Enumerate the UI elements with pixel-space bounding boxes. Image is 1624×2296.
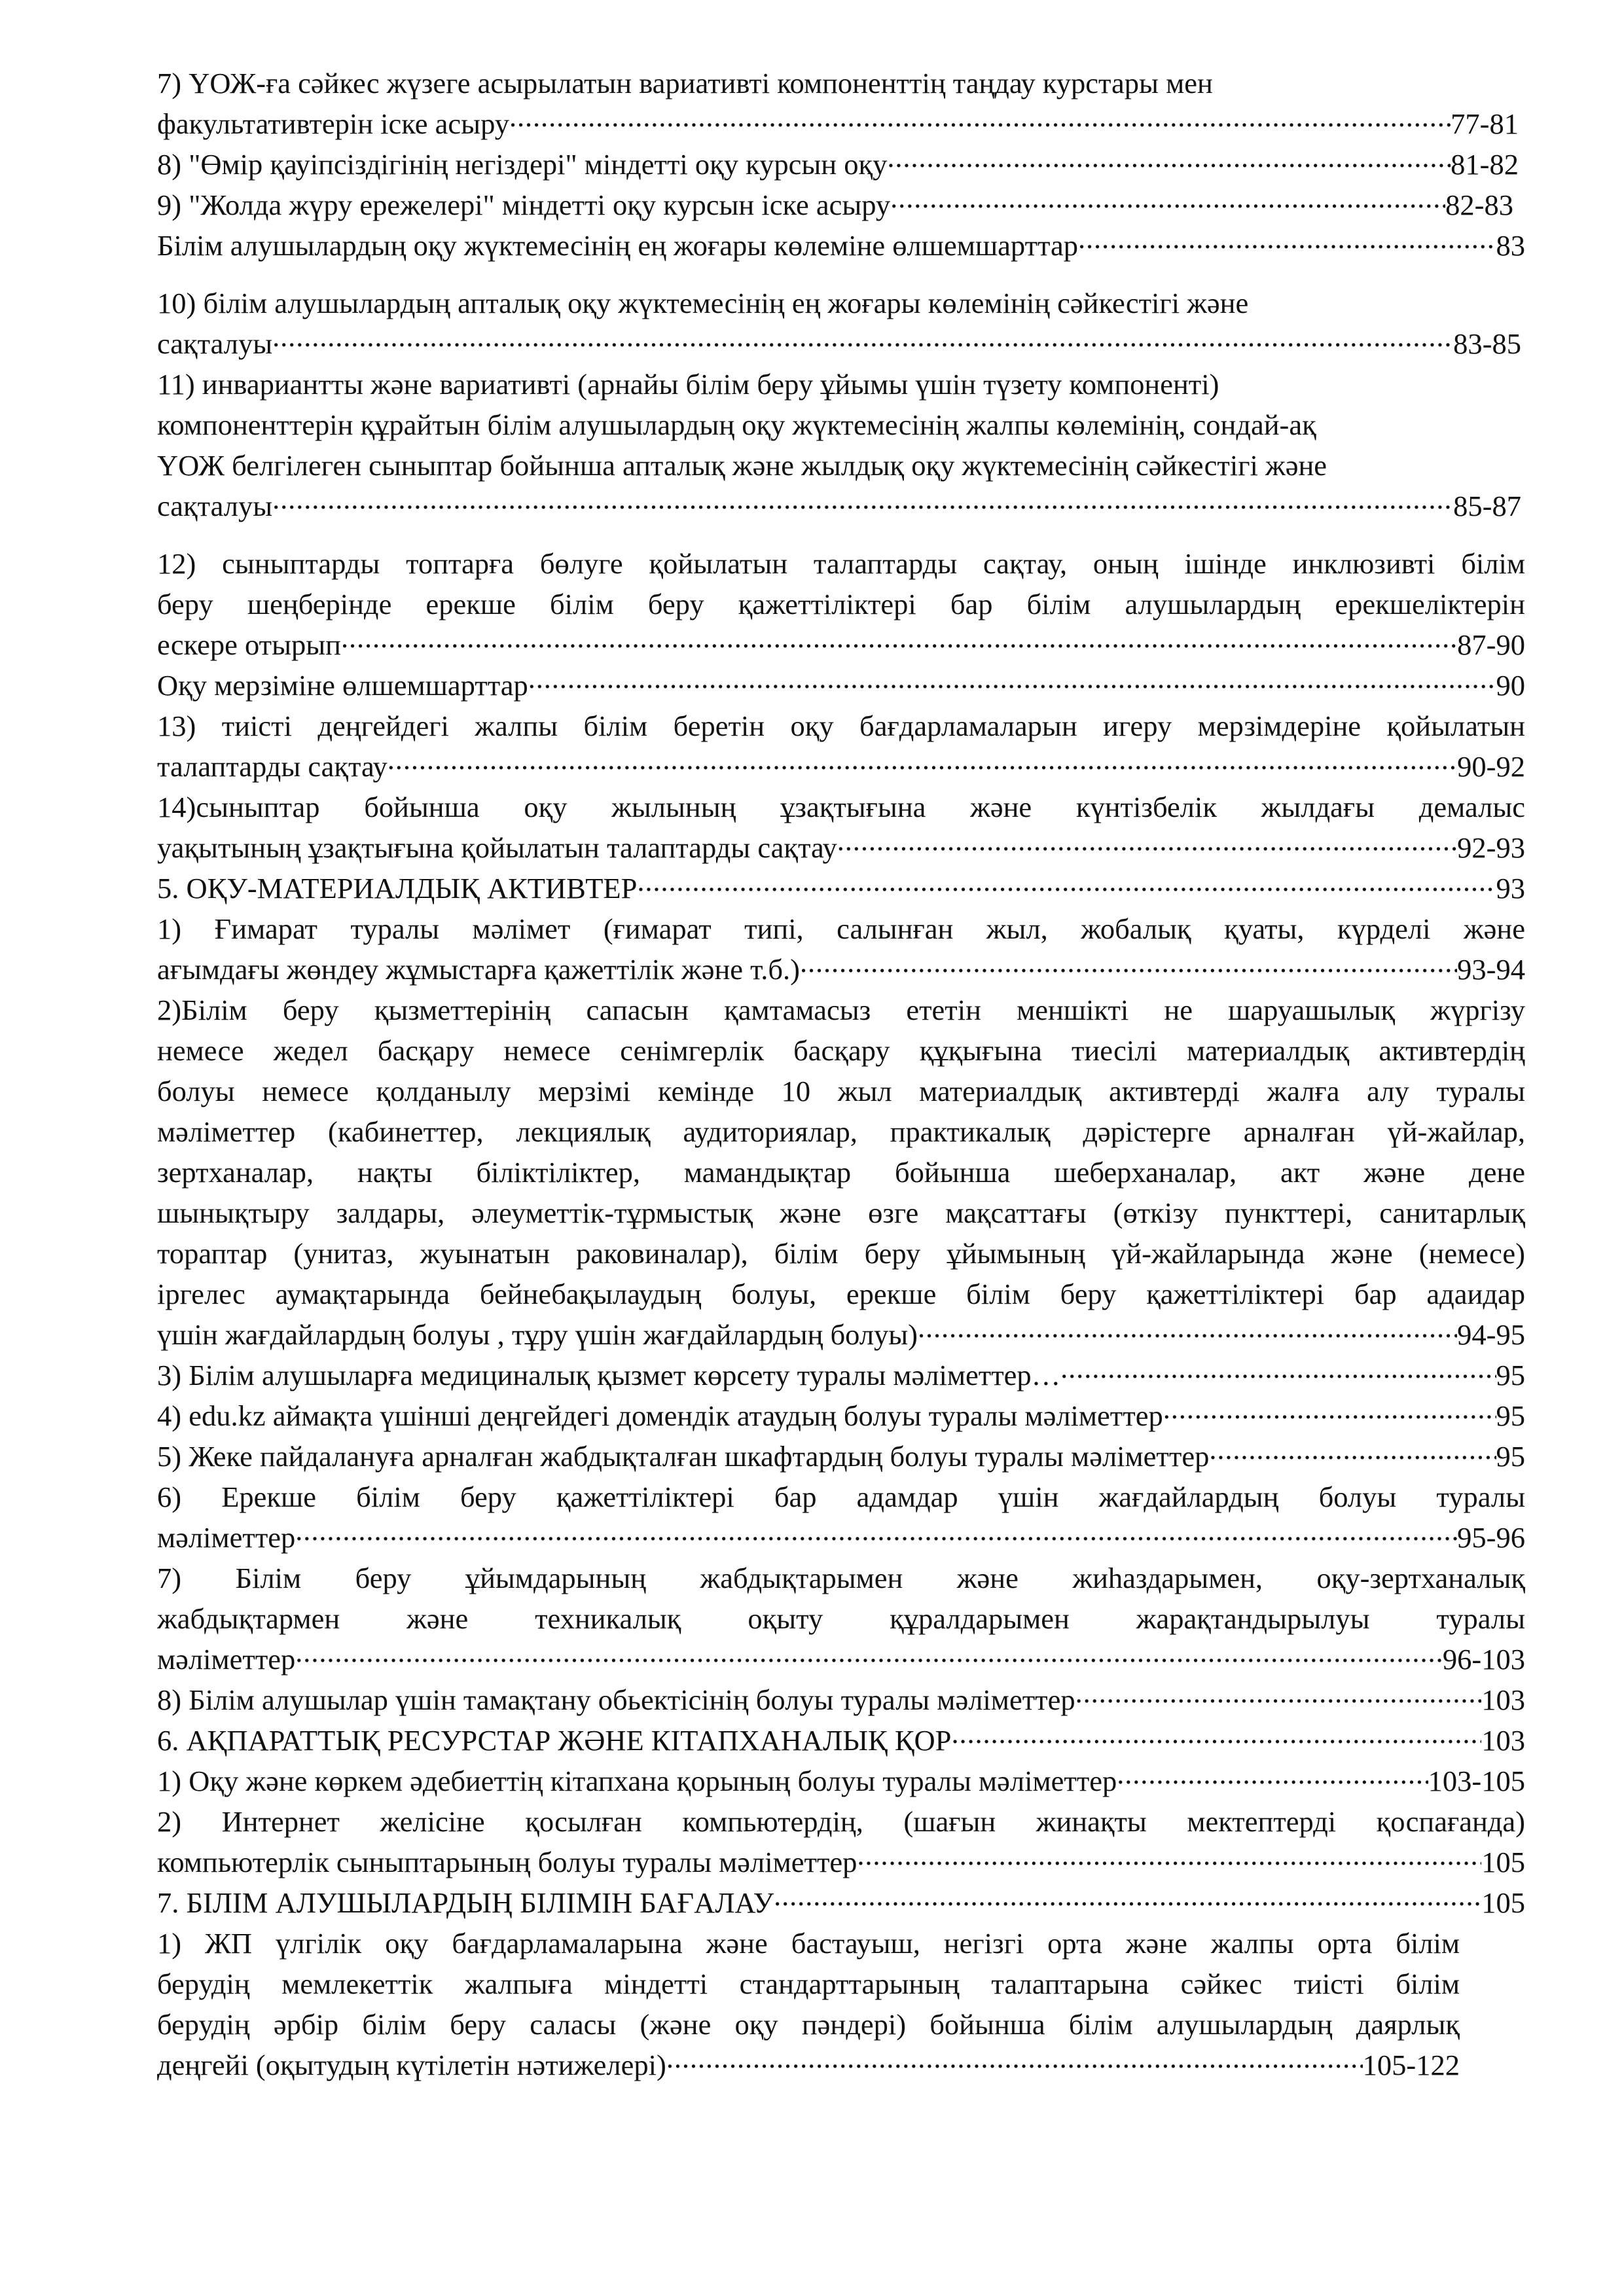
toc-entry[interactable] bbox=[157, 665, 1525, 706]
toc-entry[interactable] bbox=[157, 1355, 1525, 1395]
toc-entry-text-line: беру шеңберінде ерекше білім беру қажеттіліктері бар білім алушылардың ерекшеліктерін bbox=[157, 588, 1525, 620]
toc-page-number: 90-92 bbox=[1457, 750, 1525, 783]
dot-leader bbox=[295, 1518, 1457, 1548]
toc-entry-text-line: 10) білім алушылардың апталық оқу жүктемесінің ең жоғары көлемінің сәйкестігі және bbox=[157, 287, 1249, 319]
toc-entry[interactable] bbox=[157, 1477, 1525, 1558]
toc-entry-text-line: 7) Білім беру ұйымдарының жабдықтарымен және жиһаздарымен, оқу-зертханалық bbox=[157, 1562, 1525, 1594]
toc-entry-leader-line bbox=[157, 1517, 1525, 1558]
toc-entry[interactable] bbox=[157, 1436, 1525, 1477]
toc-entry-title: Оқу мерзіміне өлшемшарттар bbox=[157, 669, 528, 702]
toc-entry-leader-line bbox=[157, 746, 1525, 787]
dot-leader bbox=[857, 1843, 1481, 1873]
toc-entry-title: Білім алушылардың оқу жүктемесінің ең жоғары көлеміне өлшемшарттар bbox=[157, 229, 1079, 262]
toc-entry-text-line: 2) Интернет желісіне қосылған компьютердің, (шағын жинақты мектептерді қоспағанда) bbox=[157, 1805, 1525, 1838]
toc-entry-title: үшін жағдайлардың болуы , тұру үшін жағдайлардың болуы) bbox=[157, 1318, 918, 1351]
dot-leader bbox=[388, 747, 1457, 777]
toc-entry-text-line: болуы немесе қолданылу мерзімі кемінде 10 жыл материалдық активтерді жалға алу туралы bbox=[157, 1075, 1525, 1107]
toc-entry-text-line: зертханалар, нақты біліктіліктер, мамандықтар бойынша шеберханалар, акт және дене bbox=[157, 1156, 1525, 1189]
toc-entry-text-line: 12) сыныптарды топтарға бөлуге қойылатын талаптарды сақтау, оның ішінде инклюзивті білім bbox=[157, 547, 1525, 580]
toc-page-number: 92-93 bbox=[1457, 831, 1525, 864]
toc-entry-leader-line bbox=[157, 868, 1525, 908]
toc-entry-title: талаптарды сақтау bbox=[157, 750, 388, 783]
dot-leader bbox=[528, 666, 1496, 696]
toc-page-number: 95 bbox=[1496, 1359, 1525, 1391]
toc-page-number: 81-82 bbox=[1451, 148, 1519, 181]
toc-entry-text-line: іргелес аумақтарында бейнебақылаудың болуы, ерекше білім беру қажеттіліктері бар адаидар bbox=[157, 1278, 1525, 1310]
toc-entry-leader-line bbox=[157, 1436, 1525, 1477]
toc-page-number: 90 bbox=[1496, 669, 1525, 702]
toc-entry-text-line: 1) Ғимарат туралы мәлімет (ғимарат типі, салынған жыл, жобалық қуаты, күрделі және bbox=[157, 912, 1525, 945]
toc-entry[interactable] bbox=[157, 908, 1525, 990]
toc-page-number: 103-105 bbox=[1428, 1765, 1525, 1797]
toc-entry-title: 5) Жеке пайдалануға арналған жабдықталған шкафтардың болуы туралы мәліметтер bbox=[157, 1440, 1210, 1473]
dot-leader bbox=[1117, 1762, 1428, 1791]
toc-entry-title: компьютерлік сыныптарының болуы туралы мәліметтер bbox=[157, 1846, 857, 1878]
dot-leader bbox=[1075, 1681, 1482, 1710]
toc-entry-leader-line bbox=[157, 225, 1525, 266]
toc-entry[interactable] bbox=[157, 1761, 1525, 1801]
toc-entry-text-line: жабдықтармен және техникалық оқыту құралдарымен жарақтандырылуы туралы bbox=[157, 1602, 1525, 1635]
dot-leader bbox=[637, 869, 1496, 899]
toc-entry-text-line: берудің әрбір білім беру саласы (және оқу пәндері) бойынша білім алушылардың даярлық bbox=[157, 2008, 1460, 2041]
toc-entry-text-line: 11) инвариантты және вариативті (арнайы білім беру ұйымы үшін түзету компоненті) bbox=[157, 368, 1219, 401]
toc-entry-leader-line bbox=[157, 1720, 1525, 1761]
toc-entry-leader-line bbox=[157, 624, 1525, 665]
toc-page-number: 103 bbox=[1481, 1683, 1525, 1716]
toc-entry[interactable] bbox=[157, 787, 1525, 868]
dot-leader bbox=[890, 186, 1445, 215]
dot-leader bbox=[666, 2046, 1363, 2075]
toc-entry-title: 1) Оқу және көркем әдебиеттің кітапхана қорының болуы туралы мәліметтер bbox=[157, 1765, 1117, 1797]
toc-entry[interactable] bbox=[157, 283, 1521, 364]
toc-entry-text-line: берудің мемлекеттік жалпыға міндетті стандарттарының талаптарына сәйкес тиісті білім bbox=[157, 1967, 1460, 2000]
toc-entry-text-line: 14)сыныптар бойынша оқу жылының ұзақтығына және күнтізбелік жылдағы демалыс bbox=[157, 791, 1525, 823]
toc-entry-title: сақталуы bbox=[157, 490, 273, 522]
toc-page-number: 87-90 bbox=[1457, 628, 1525, 661]
toc-entry-title: мәліметтер bbox=[157, 1643, 296, 1676]
dot-leader bbox=[918, 1316, 1457, 1345]
toc-entry[interactable] bbox=[157, 1720, 1525, 1761]
toc-entry-leader-line bbox=[157, 103, 1519, 144]
toc-entry[interactable] bbox=[157, 225, 1525, 266]
dot-leader bbox=[837, 829, 1457, 858]
toc-entry-title: уақытының ұзақтығына қойылатын талаптарды сақтау bbox=[157, 831, 837, 864]
toc-entry-text-line: 6) Ерекше білім беру қажеттіліктері бар адамдар үшін жағдайлардың болуы туралы bbox=[157, 1480, 1525, 1513]
toc-entry-text-line: немесе жедел басқару немесе сенімгерлік басқару құқығына тиесілі материалдық активтердің bbox=[157, 1034, 1525, 1067]
dot-leader bbox=[774, 1884, 1481, 1913]
toc-page-number: 96-103 bbox=[1442, 1643, 1525, 1676]
dot-leader bbox=[1060, 1356, 1496, 1386]
toc-entry[interactable] bbox=[157, 706, 1525, 787]
toc-entry-leader-line bbox=[157, 1314, 1525, 1355]
dot-leader bbox=[272, 325, 1453, 354]
toc-entry[interactable] bbox=[157, 990, 1525, 1355]
toc-entry-leader-line bbox=[157, 185, 1513, 225]
toc-entry-leader-line bbox=[157, 486, 1521, 526]
toc-entry-text-line: ҮОЖ белгілеген сыныптар бойынша апталық және жылдық оқу жүктемесінің сәйкестігі және bbox=[157, 449, 1327, 482]
toc-entry[interactable] bbox=[157, 1395, 1525, 1436]
toc-entry-leader-line bbox=[157, 827, 1525, 868]
toc-page-number: 83-85 bbox=[1453, 327, 1521, 360]
toc-entry-title: ағымдағы жөндеу жұмыстарға қажеттілік және т.б.) bbox=[157, 953, 800, 986]
toc-entry-leader-line bbox=[157, 665, 1525, 706]
toc-entry-title: 7. БІЛІМ АЛУШЫЛАРДЫҢ БІЛІМІН БАҒАЛАУ bbox=[157, 1886, 774, 1919]
toc-entry[interactable] bbox=[157, 868, 1525, 908]
dot-leader bbox=[1163, 1397, 1496, 1426]
toc-entry-leader-line bbox=[157, 1639, 1525, 1679]
toc-entry[interactable] bbox=[157, 1801, 1525, 1882]
toc-entry-leader-line bbox=[157, 1882, 1525, 1923]
toc-entry-text-line: 1) ЖП үлгілік оқу бағдарламаларына және бастауыш, негізгі орта және жалпы орта білім bbox=[157, 1927, 1460, 1960]
toc-page-number: 105-122 bbox=[1362, 2049, 1460, 2081]
dot-leader bbox=[951, 1721, 1481, 1751]
toc-entry[interactable] bbox=[157, 1882, 1525, 1923]
toc-page-number: 95 bbox=[1496, 1440, 1525, 1473]
dot-leader bbox=[509, 105, 1451, 134]
toc-entry[interactable] bbox=[157, 1923, 1460, 2085]
toc-entry-leader-line bbox=[157, 1395, 1525, 1436]
toc-entry-title: 9) "Жолда жүру ережелері" міндетті оқу курсын іске асыру bbox=[157, 188, 891, 221]
toc-page-number: 94-95 bbox=[1457, 1318, 1525, 1351]
toc-entry-leader-line bbox=[157, 323, 1521, 364]
toc-page-number: 105 bbox=[1481, 1886, 1525, 1919]
toc-entry-title: 8) Білім алушылар үшін тамақтану обьектісінің болуы туралы мәліметтер bbox=[157, 1683, 1075, 1716]
toc-page-number: 85-87 bbox=[1453, 490, 1521, 522]
toc-entry-title: мәліметтер bbox=[157, 1521, 296, 1554]
dot-leader bbox=[295, 1640, 1443, 1670]
toc-entry-text-line: 2)Білім беру қызметтерінің сапасын қамтамасыз ететін меншікті не шаруашылық жүргізу bbox=[157, 994, 1525, 1026]
toc-entry[interactable] bbox=[157, 1679, 1525, 1720]
toc-entry-leader-line bbox=[157, 1679, 1525, 1720]
toc-page-number: 82-83 bbox=[1445, 188, 1513, 221]
toc-entry-leader-line bbox=[157, 2045, 1460, 2085]
dot-leader bbox=[1209, 1437, 1496, 1467]
toc-entry-leader-line bbox=[157, 1355, 1525, 1395]
dot-leader bbox=[272, 487, 1453, 516]
toc-entry-text-line: 13) тиісті деңгейдегі жалпы білім беретін оқу бағдарламаларын игеру мерзімдеріне қойылатын bbox=[157, 709, 1525, 742]
toc-entry-title: деңгейі (оқытудың күтілетін нәтижелері) bbox=[157, 2049, 666, 2081]
toc-page-number: 93-94 bbox=[1457, 953, 1525, 986]
dot-leader bbox=[887, 145, 1451, 175]
toc-entry[interactable] bbox=[157, 364, 1521, 526]
toc-entry[interactable] bbox=[157, 543, 1525, 665]
toc-page-number: 103 bbox=[1481, 1724, 1525, 1757]
toc-entry[interactable] bbox=[157, 63, 1519, 144]
table-of-contents bbox=[157, 63, 1525, 2085]
toc-entry[interactable] bbox=[157, 1558, 1525, 1679]
toc-entry-leader-line bbox=[157, 1761, 1525, 1801]
toc-entry-title: 4) edu.kz аймақта үшінші деңгейдегі домендік атаудың болуы туралы мәліметтер bbox=[157, 1399, 1163, 1432]
toc-entry-title: 6. АҚПАРАТТЫҚ РЕСУРСТАР ЖӘНЕ КІТАПХАНАЛЫҚ ҚОР bbox=[157, 1724, 952, 1757]
toc-entry-text-line: тораптар (унитаз, жуынатын раковиналар), білім беру ұйымының үй-жайларында және (немесе) bbox=[157, 1237, 1525, 1270]
toc-entry-leader-line bbox=[157, 144, 1519, 185]
dot-leader bbox=[1078, 226, 1496, 256]
dot-leader bbox=[800, 950, 1457, 980]
toc-page-number: 93 bbox=[1496, 872, 1525, 905]
toc-page-number: 77-81 bbox=[1451, 107, 1519, 140]
toc-entry-title: 3) Білім алушыларға медициналық қызмет көрсету туралы мәліметтер… bbox=[157, 1359, 1061, 1391]
toc-entry-title: сақталуы bbox=[157, 327, 273, 360]
toc-entry-text-line: мәліметтер (кабинеттер, лекциялық аудиториялар, практикалық дәрістерге арналған үй-жайлар, bbox=[157, 1115, 1525, 1148]
toc-entry-leader-line bbox=[157, 1842, 1525, 1882]
toc-page-number: 95 bbox=[1496, 1399, 1525, 1432]
toc-entry-title: факультативтерін іске асыру bbox=[157, 107, 509, 140]
toc-entry-title: 5. ОҚУ-МАТЕРИАЛДЫҚ АКТИВТЕР bbox=[157, 872, 638, 905]
toc-entry-title: 8) "Өмір қауіпсіздігінің негіздері" міндетті оқу курсын оқу bbox=[157, 148, 888, 181]
toc-entry-text-line: 7) ҮОЖ-ға сәйкес жүзеге асырылатын вариативті компоненттің таңдау курстары мен bbox=[157, 67, 1213, 99]
toc-entry-text-line: шынықтыру залдары, әлеуметтік-тұрмыстық және өзге мақсаттағы (өткізу пункттері, санитарлық bbox=[157, 1196, 1525, 1229]
toc-page-number: 83 bbox=[1496, 229, 1525, 262]
toc-entry-text-line: компоненттерін құрайтын білім алушылардың оқу жүктемесінің жалпы көлемінің, сондай-ақ bbox=[157, 408, 1316, 441]
toc-page-number: 95-96 bbox=[1457, 1521, 1525, 1554]
toc-entry-title: ескере отырып bbox=[157, 628, 341, 661]
toc-entry[interactable] bbox=[157, 144, 1519, 185]
toc-page-number: 105 bbox=[1481, 1846, 1525, 1878]
toc-entry-leader-line bbox=[157, 949, 1525, 990]
dot-leader bbox=[341, 626, 1457, 655]
toc-entry[interactable] bbox=[157, 185, 1513, 225]
